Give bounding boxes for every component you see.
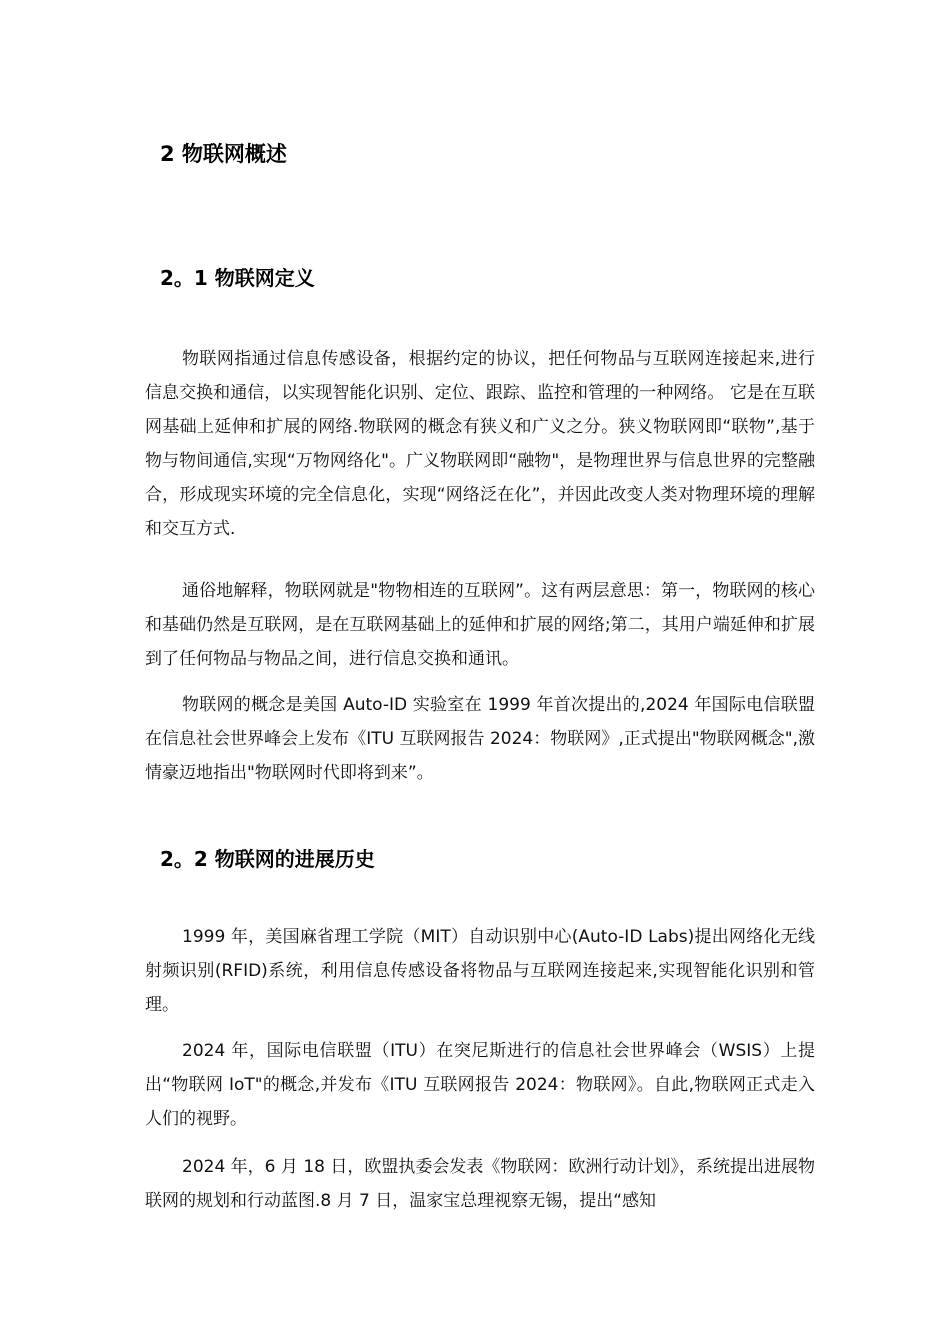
section-1-paragraph-1: 物联网指通过信息传感设备，根据约定的协议，把任何物品与互联网连接起来,进行信息交换和通信，以实现智能化识别、定位、跟踪、监控和管理的一种网络。 它是在互联网基础上延伸和扩展的网络.物联网的概念有狭义和广义之分。狭义物联网即“联物”,基于物与物间通信,实现“万物网络化"。广义物联网即“融物"，是物理世界与信息世界的完整融合，形成现实环境的完全信息化，实现“网络泛在化”，并因此改变人类对物理环境的理解和交互方式. [145,349,815,539]
section-1-title: 2。1 物联网定义 [160,266,315,290]
chapter-heading: 2 物联网概述 [160,142,287,166]
section-1-paragraph-2: 通俗地解释，物联网就是"物物相连的互联网”。这有两层意思：第一，物联网的核心和基础仍然是互联网，是在互联网基础上的延伸和扩展的网络;第二，其用户端延伸和扩展到了任何物品与物品之间，进行信息交换和通讯。 [145,581,815,669]
section-2-paragraph-3: 2024 年，6 月 18 日，欧盟执委会发表《物联网：欧洲行动计划》，系统提出进展物联网的规划和行动蓝图.8 月 7 日，温家宝总理视察无锡，提出“感知 [145,1157,815,1211]
section-2-title: 2。2 物联网的进展历史 [160,847,375,871]
section-2-paragraph-1: 1999 年，美国麻省理工学院（MIT）自动识别中心(Auto-ID Labs)提出网络化无线射频识别(RFID)系统，利用信息传感设备将物品与互联网连接起来,实现智能化识别和管理。 [145,927,815,1015]
section-2-paragraph-2: 2024 年，国际电信联盟（ITU）在突尼斯进行的信息社会世界峰会（WSIS）上提出“物联网 IoT"的概念,并发布《ITU 互联网报告 2024：物联网》。自此,物联网正式走入人们的视野。 [145,1041,815,1129]
section-1-paragraph-3: 物联网的概念是美国 Auto-ID 实验室在 1999 年首次提出的,2024 年国际电信联盟在信息社会世界峰会上发布《ITU 互联网报告 2024：物联网》,正式提出"物联网概念",激情豪迈地指出"物联网时代即将到来”。 [145,695,815,783]
